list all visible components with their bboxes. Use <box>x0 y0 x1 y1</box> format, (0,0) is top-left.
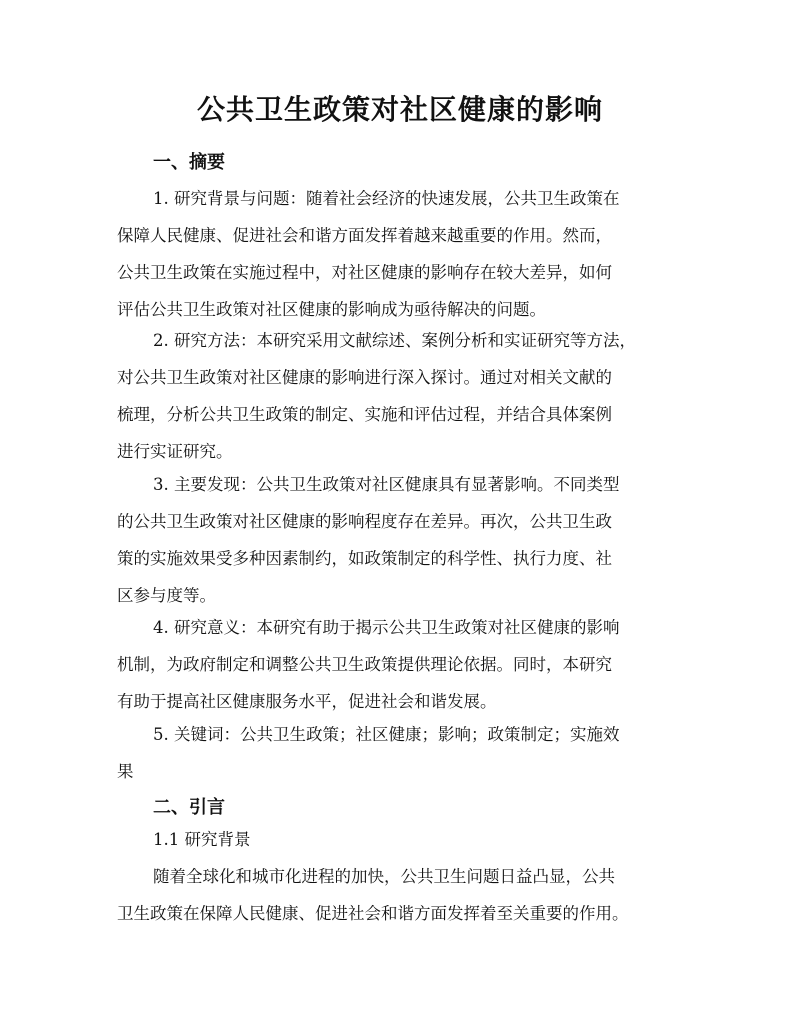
paragraph-line: 卫生政策在保障人民健康、促进社会和谐方面发挥着至关重要的作用。 <box>117 904 629 923</box>
paragraph-line: 梳理，分析公共卫生政策的制定、实施和评估过程，并结合具体案例 <box>117 405 612 424</box>
paragraph-line: 2. 研究方法：本研究采用文献综述、案例分析和实证研究等方法， <box>153 331 636 350</box>
paragraph-line: 5. 关键词：公共卫生政策；社区健康；影响；政策制定；实施效 <box>153 725 620 744</box>
paragraph-line: 机制，为政府制定和调整公共卫生政策提供理论依据。同时，本研究 <box>117 655 612 674</box>
abstract-paragraph-2 <box>117 322 685 470</box>
paragraph-line: 公共卫生政策在实施过程中，对社区健康的影响存在较大差异，如何 <box>117 263 612 282</box>
document-title: 公共卫生政策对社区健康的影响 <box>196 93 603 126</box>
paragraph-line: 评估公共卫生政策对社区健康的影响成为亟待解决的问题。 <box>117 300 546 319</box>
paragraph-line: 果 <box>117 762 134 781</box>
paragraph-line: 对公共卫生政策对社区健康的影响进行深入探讨。通过对相关文献的 <box>117 368 612 387</box>
paragraph-line: 的公共卫生政策对社区健康的影响程度存在差异。再次，公共卫生政 <box>117 512 612 531</box>
paragraph-line: 保障人民健康、促进社会和谐方面发挥着越来越重要的作用。然而， <box>117 226 612 245</box>
paragraph-line: 进行实证研究。 <box>117 442 233 461</box>
paragraph-line: 区参与度等。 <box>117 586 216 605</box>
section-heading-abstract: 一、摘要 <box>153 152 225 173</box>
paragraph-line: 随着全球化和城市化进程的加快，公共卫生问题日益凸显，公共 <box>153 867 615 886</box>
abstract-paragraph-4 <box>117 609 685 720</box>
abstract-paragraph-3 <box>117 466 685 614</box>
introduction-paragraph-1 <box>117 858 685 932</box>
paragraph-line: 3. 主要发现：公共卫生政策对社区健康具有显著影响。不同类型 <box>153 475 620 494</box>
section-heading-introduction: 二、引言 <box>153 797 225 818</box>
paragraph-line: 1. 研究背景与问题：随着社会经济的快速发展，公共卫生政策在 <box>153 189 620 208</box>
paragraph-line: 有助于提高社区健康服务水平，促进社会和谐发展。 <box>117 692 497 711</box>
abstract-paragraph-1 <box>117 180 685 328</box>
abstract-paragraph-keywords <box>117 716 685 790</box>
paragraph-line: 4. 研究意义：本研究有助于揭示公共卫生政策对社区健康的影响 <box>153 618 620 637</box>
subsection-heading-background: 1.1 研究背景 <box>153 830 251 849</box>
paragraph-line: 策的实施效果受多种因素制约，如政策制定的科学性、执行力度、社 <box>117 549 612 568</box>
